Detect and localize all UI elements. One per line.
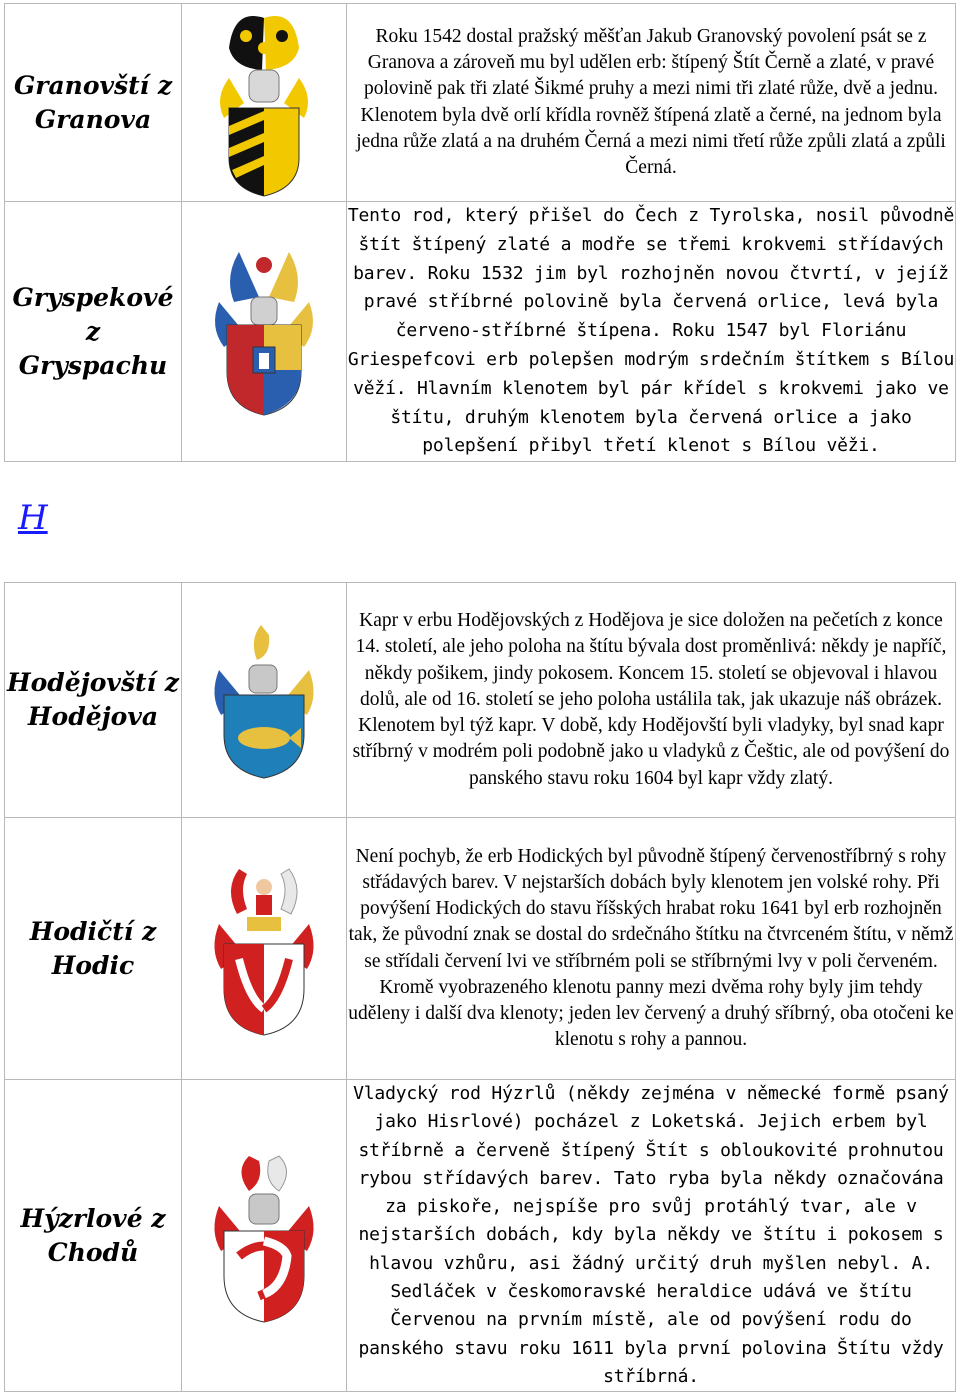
description-text: Není pochyb, že erb Hodických byl původně štípený červenostříbrný s rohy střádavých barev. V nejstarších dobách byly klenotem jen volské rohy. Při povýšení Hodických do stavu říšských hrabat roku 1641 byl erb rozhojněn tak, že původní znak se dostal do srdečnáho štítku na čtvrceném štítu, v němž se střídali červení lvi ve stříbrném poli se stříbrnými lvy v poli červeném. Kromě vyobrazeného klenotu panny mezi dvěma rohy byly jim tehdy uděleny i další dva klenoty; jeden lev červený a druhý sříbrný, oba otočeni ke klenotu s rohy a pannou. — [348, 845, 954, 1051]
family-name: Granovští z — [13, 70, 173, 100]
table-row — [5, 583, 956, 818]
description-cell — [347, 4, 956, 202]
coat-of-arms-granovsky-icon — [204, 8, 324, 198]
coat-of-arms-cell — [182, 818, 347, 1080]
description-text: Tento rod, který přišel do Čech z Tyrolska, nosil původně štít štípený zlaté a modře se třemi krokvemi střídavých barev. Roku 1532 jim byl rozhojněn novou čtvrtí, v jejíž pravé stříbrné polovině byla červená orlice, levá byla červeno-stříbrné štípena. Roku 1547 byl Floriánu Griespefcovi erb polepšen modrým srdečním štítkem s Bílou věží. Hlavním klenotem byl pár křídel s krokvemi jako ve štítu, druhým klenotem byla červená orlice a jako polepšení přibyl třetí klenot s Bílou věži. — [347, 205, 955, 457]
section-letter-link[interactable]: H — [18, 498, 48, 538]
table-row — [5, 202, 956, 462]
family-name-cell — [5, 583, 182, 818]
table-row — [5, 4, 956, 202]
family-name: Hýzrlové z — [20, 1203, 166, 1233]
heraldry-table-bottom — [4, 582, 956, 1392]
family-name-cell — [5, 4, 182, 202]
description-cell — [347, 202, 956, 462]
description-cell — [347, 583, 956, 818]
coat-of-arms-hodicky-icon — [209, 859, 319, 1039]
family-name-cell — [5, 818, 182, 1080]
table-row — [5, 818, 956, 1080]
coat-of-arms-cell — [182, 202, 347, 462]
family-name: Hodějovští z — [7, 668, 179, 697]
family-origin: Gryspachu — [18, 350, 168, 380]
heraldry-table-top — [4, 3, 956, 462]
family-name: Hodičtí z — [29, 916, 157, 946]
coat-of-arms-cell — [182, 583, 347, 818]
coat-of-arms-hyzrl-icon — [209, 1146, 319, 1326]
description-text: Vladycký rod Hýzrlů (někdy zejména v německé formě psaný jako Hisrlové) pocházel z Loketská. Jejich erbem byl stříbrně a červeně štípený Štít s obloukovité prohnutou rybou střídavých barev. Tato ryba byla někdy označována za piskoře, nejspíše pro svůj protáhlý tvar, ale v nejstarších dobách, kdy byla někdy ve štítu i pokosem s hlavou vzhůru, asi žádný určitý druh myšlen nebyl. A. Sedláček v českomoravské heraldice udává ve štítu Červenou na prvním místě, ale od povýšení rodu do panského stavu roku 1611 byla první polovina Štítu vždy stříbrná. — [353, 1083, 949, 1387]
family-origin: Chodů — [47, 1237, 139, 1267]
coat-of-arms-hodejovsky-icon — [209, 620, 319, 780]
description-text: Roku 1542 dostal pražský měšťan Jakub Granovský povolení psát se z Granova a zároveň mu byl udělen erb: štípený Štít Černě a zlaté, v pravé polovině pak tři zlaté Šikmé pruhy a mezi nimi tři zlaté růže, dvě a jednu. Klenotem byla dvě orlí křídla rovněž štípená zlatě a černé, na jednom byla jedna růže zlatá a na druhém Černá a mezi nimi třetí růže způli zlatá a způli Černá. — [356, 25, 946, 178]
coat-of-arms-gryspek-icon — [209, 247, 319, 417]
family-name: Gryspekové z — [12, 282, 174, 346]
description-cell — [347, 818, 956, 1080]
family-origin: Hodic — [51, 950, 135, 980]
family-origin: Granova — [34, 104, 152, 134]
coat-of-arms-cell — [182, 4, 347, 202]
description-text: Kapr v erbu Hodějovských z Hodějova je sice doložen na pečetích z konce 14. století, ale jeho poloha na štítu bývala dost proměnlivá: někdy je napříč, někdy pošikem, jindy pokosem. Koncem 15. století se objevoval i hlavou dolů, ale od 16. století se jeho poloha ustálila tak, jak ukazuje náš obrázek. Klenotem byl týž kapr. V době, kdy Hodějovští byli vladyky, byl snad kapr stříbrný v modrém poli podobně jako u vladyků z Češtic, ale od povýšení do panského stavu roku 1604 byl kapr vždy zlatý. — [352, 610, 950, 789]
family-origin: Hodějova — [27, 702, 159, 731]
family-name-cell — [5, 202, 182, 462]
